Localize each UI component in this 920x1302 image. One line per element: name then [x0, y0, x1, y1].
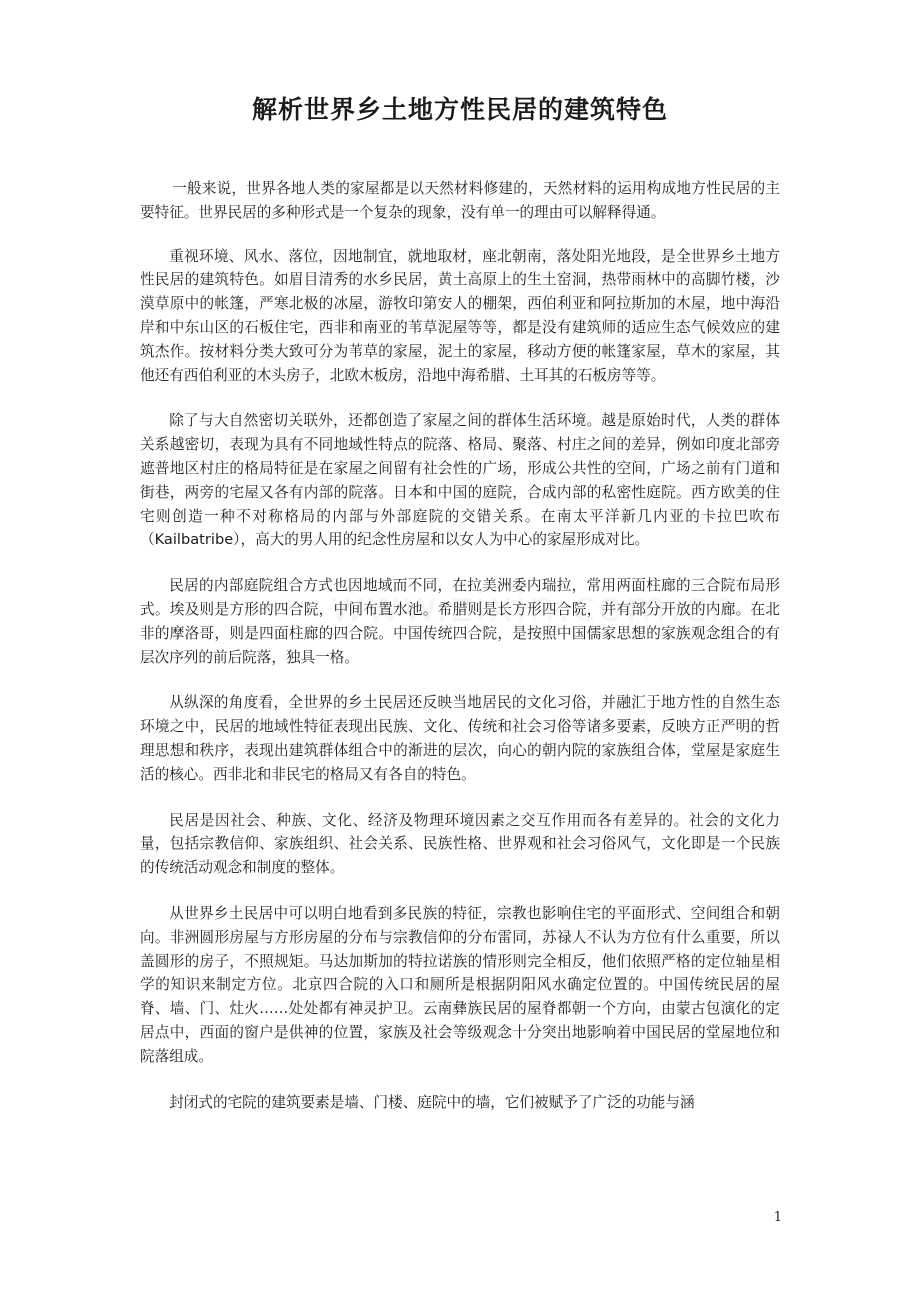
paragraph: 除了与大自然密切关联外，还都创造了家屋之间的群体生活环境。越是原始时代，人类的群体关系越密切，表现为具有不同地域性特点的院落、格局、聚落、村庄之间的差异，例如印度北部旁遮普地区村庄的格局特征是在家屋之间留有社会性的广场，形成公共性的空间，广场之前有门道和街巷，两旁的宅屋又各有内部的院落。日本和中国的庭院，合成内部的私密性庭院。西方欧美的住宅则创造一种不对称格局的内部与外部庭院的交错关系。在南太平洋新几内亚的卡拉巴吹布（Kailbatribe），高大的男人用的纪念性房屋和以女人为中心的家屋形成对比。 — [140, 412, 780, 549]
page-number: 1 — [773, 1210, 782, 1225]
paragraph: 民居是因社会、种族、文化、经济及物理环境因素之交互作用而各有差异的。社会的文化力量，包括宗教信仰、家族组织、社会关系、民族性格、世界观和社会习俗风气，文化即是一个民族的传统活动观念和制度的整体。 — [140, 811, 780, 877]
paragraph: 封闭式的宅院的建筑要素是墙、门楼、庭院中的墙，它们被赋予了广泛的功能与涵 — [169, 1093, 695, 1111]
document-body — [140, 177, 780, 1136]
paragraph: 一般来说，世界各地人类的家屋都是以天然材料修建的，天然材料的运用构成地方性民居的主要特征。世界民居的多种形式是一个复杂的现象，没有单一的理由可以解释得通。 — [140, 180, 780, 221]
paragraph: 从世界乡土民居中可以明白地看到多民族的特征，宗教也影响住宅的平面形式、空间组合和朝向。非洲圆形房屋与方形房屋的分布与宗教信仰的分布雷同，苏禄人不认为方位有什么重要，所以盖圆形的房子，不照规矩。马达加斯加的特拉诺族的情形则完全相反，他们依照严格的定位轴星相学的知识来制定方位。北京四合院的入口和厕所是根据阴阳风水确定位置的。中国传统民居的屋脊、墙、门、灶火……处处都有神灵护卫。云南彝族民居的屋脊都朝一个方向，由蒙古包演化的定居点中，西面的窗户是供神的位置，家族及社会等级观念十分突出地影响着中国民居的堂屋地位和院落组成。 — [140, 904, 780, 1065]
paragraph: 重视环境、风水、落位，因地制宜，就地取材，座北朝南，落处阳光地段，是全世界乡土地方性民居的建筑特色。如眉目清秀的水乡民居，黄土高原上的生土窑洞，热带雨林中的高脚竹楼，沙漠草原中的帐篷，严寒北极的冰屋，游牧印第安人的棚架，西伯利亚和阿拉斯加的木屋，地中海沿岸和中东山区的石板住宅，西非和南亚的苇草泥屋等等，都是没有建筑师的适应生态气候效应的建筑杰作。按材料分类大致可分为苇草的家屋，泥土的家屋，移动方便的帐篷家屋，草木的家屋，其他还有西伯利亚的木头房子，北欧木板房，沿地中海希腊、土耳其的石板房等等。 — [140, 247, 780, 384]
paragraph: 从纵深的角度看，全世界的乡土民居还反映当地居民的文化习俗，并融汇于地方性的自然生态环境之中，民居的地域性特征表现出民族、文化、传统和社会习俗等诸多要素，反映方正严明的哲理思想和秩序，表现出建筑群体组合中的渐进的层次，向心的朝内院的家族组合体，堂屋是家庭生活的核心。西非北和非民宅的格局又有各自的特色。 — [140, 694, 780, 783]
document-title: 解析世界乡土地方性民居的建筑特色 — [251, 95, 668, 124]
paragraph: 民居的内部庭院组合方式也因地域而不同，在拉美洲委内瑞拉，常用两面柱廊的三合院布局形式。埃及则是方形的四合院，中间布置水池。希腊则是长方形四合院，并有部分开放的内廊。在北非的摩洛哥，则是四面柱廊的四合院。中国传统四合院，是按照中国儒家思想的家族观念组合的有层次序列的前后院落，独具一格。 — [140, 577, 780, 666]
